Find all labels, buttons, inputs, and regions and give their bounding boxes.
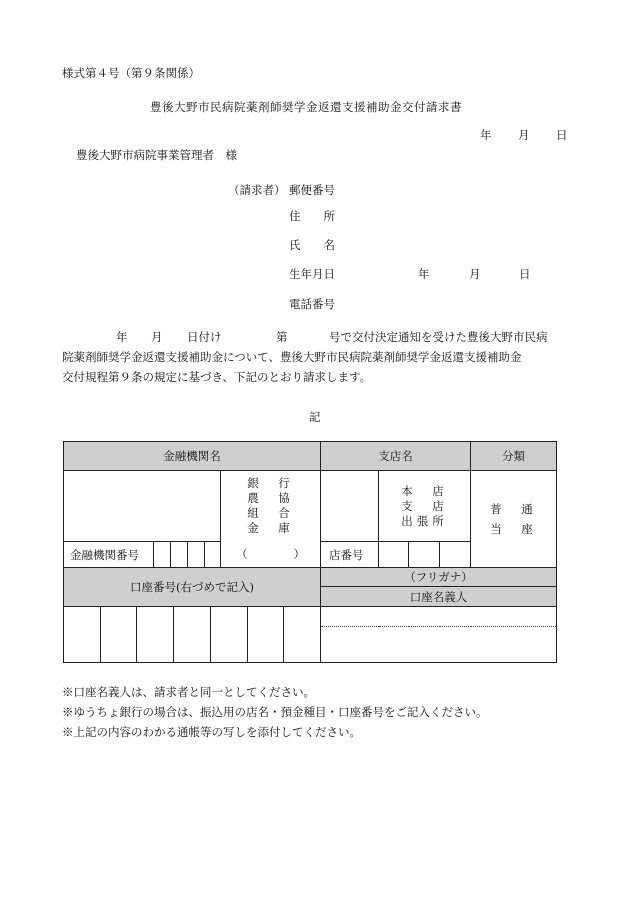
furigana-field[interactable]	[321, 607, 557, 627]
account-digit-7[interactable]	[283, 607, 320, 662]
branch-code-digit-2[interactable]	[409, 542, 440, 568]
bank-code-digit-3[interactable]	[188, 542, 205, 568]
body-line2: 院薬剤師奨学金返還支援補助金について、豊後大野市民病院薬剤師奨学金返還支援補助金	[62, 350, 522, 364]
birth-year: 年	[418, 267, 430, 281]
name-label: 氏 名	[289, 238, 335, 252]
body-day: 日付け	[187, 330, 222, 344]
account-holder-field[interactable]	[321, 627, 557, 663]
address-label: 住 所	[289, 209, 335, 223]
bank-code-digit-2[interactable]	[171, 542, 188, 568]
claimant-label: （請求者）	[228, 183, 286, 197]
furigana-header: （フリガナ）	[321, 568, 557, 587]
body-dai: 第	[276, 330, 288, 344]
branch-code-label: 店番号	[321, 542, 379, 568]
note-2: ※ゆうちょ銀行の場合は、振込用の店名・預金種目・口座番号をご記入ください。	[62, 705, 488, 719]
note-3: ※上記の内容のわかる通帳等の写しを添付してください。	[62, 725, 361, 739]
bank-code-label: 金融機関番号	[64, 542, 154, 568]
account-digit-4[interactable]	[173, 607, 210, 662]
bank-code-digit-1[interactable]	[154, 542, 171, 568]
form-number: 様式第４号（第９条関係）	[62, 66, 200, 80]
birthdate-label: 生年月日	[289, 267, 335, 281]
account-class-options	[471, 471, 557, 568]
branch-name-field[interactable]	[321, 471, 379, 542]
date-month: 月	[518, 128, 530, 142]
body-month: 月	[151, 330, 163, 344]
birth-month: 月	[469, 267, 481, 281]
document-title: 豊後大野市民病院薬剤師奨学金返還支援補助金交付請求書	[150, 100, 462, 114]
body-line3: 交付規程第９条の規定に基づき、下記のとおり請求します。	[62, 370, 372, 384]
account-number-field[interactable]	[64, 607, 321, 663]
account-class-list: 普 通 当 座	[490, 502, 537, 536]
account-number-digits	[64, 607, 320, 662]
postal-code-label: 郵便番号	[289, 183, 335, 197]
date-day: 日	[556, 128, 568, 142]
header-classification: 分類	[471, 442, 557, 471]
account-digit-5[interactable]	[210, 607, 247, 662]
account-number-header: 口座番号(右づめで記入)	[64, 568, 321, 607]
addressee: 豊後大野市病院事業管理者 様	[76, 148, 237, 162]
bank-type-options	[221, 471, 321, 542]
account-digit-6[interactable]	[247, 607, 284, 662]
account-digit-3[interactable]	[136, 607, 173, 662]
date-year: 年	[480, 128, 492, 142]
ki-label: 記	[309, 410, 321, 424]
birth-day: 日	[519, 267, 531, 281]
account-digit-2[interactable]	[100, 607, 137, 662]
bank-name-field[interactable]	[64, 471, 221, 542]
header-bank-name: 金融機関名	[64, 442, 321, 471]
note-1: ※口座名義人は、請求者と同一としてください。	[62, 685, 315, 699]
branch-type-list: 本 店 支 店 出張所	[401, 483, 448, 528]
bank-type-list: 銀 行 農 協 組 合 金 庫	[247, 476, 294, 536]
branch-code-digit-3[interactable]	[440, 542, 471, 568]
branch-code-digit-1[interactable]	[379, 542, 409, 568]
account-digit-1[interactable]	[64, 607, 100, 662]
branch-type-options	[379, 471, 471, 542]
bank-account-table	[63, 441, 557, 663]
body-year: 年	[116, 330, 128, 344]
header-branch-name: 支店名	[321, 442, 471, 471]
body-line1-rest: 号で交付決定通知を受けた豊後大野市民病	[329, 330, 548, 344]
bank-code-digit-4[interactable]	[205, 542, 221, 568]
account-holder-header: 口座名義人	[321, 587, 557, 607]
bank-type-other[interactable]: （ ）	[221, 542, 321, 568]
phone-label: 電話番号	[289, 297, 335, 311]
